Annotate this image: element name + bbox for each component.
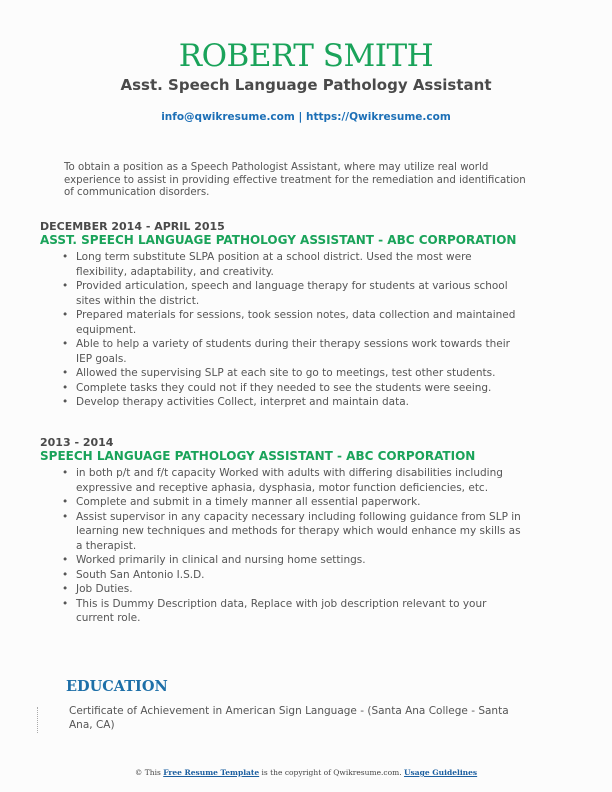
list-item: • Able to help a variety of students during their therapy sessions work towards their IEP goals. xyxy=(76,337,526,366)
list-item: • Complete tasks they could not if they needed to see the students were seeing. xyxy=(76,381,526,396)
candidate-name: ROBERT SMITH xyxy=(178,38,434,74)
job-bullets xyxy=(40,250,580,410)
job-title: ASST. SPEECH LANGUAGE PATHOLOGY ASSISTANT - ABC CORPORATION xyxy=(40,233,517,247)
footer-middle: is the copyright of Qwikresume.com. xyxy=(259,768,405,777)
candidate-title: Asst. Speech Language Pathology Assistant xyxy=(120,76,492,94)
objective-text: To obtain a position as a Speech Pathologist Assistant, where may utilize real world experience to assist in providing effective treatment for the remediation and identification of communication disorders. xyxy=(64,162,526,198)
list-item: • Long term substitute SLPA position at a school district. Used the most were flexibility, adaptability, and creativity. xyxy=(76,250,526,279)
contact-line xyxy=(0,111,612,123)
education-divider xyxy=(37,707,39,733)
list-item: • Assist supervisor in any capacity necessary including following guidance from SLP in learning new techniques and methods for therapy which would enhance my skills as a therapist. xyxy=(76,510,526,554)
list-item: • Provided articulation, speech and language therapy for students at various school sites within the district. xyxy=(76,279,526,308)
list-item: • South San Antonio I.S.D. xyxy=(76,568,526,583)
website-link[interactable]: https://Qwikresume.com xyxy=(305,111,451,123)
education-heading: EDUCATION xyxy=(66,678,168,695)
email-link[interactable]: info@qwikresume.com xyxy=(161,111,295,123)
job-dates: 2013 - 2014 xyxy=(40,436,114,449)
education-entry: Certificate of Achievement in American Sign Language - (Santa Ana College - Santa Ana, CA) xyxy=(69,705,509,731)
free-resume-template-link[interactable]: Free Resume Template xyxy=(163,768,260,777)
list-item: • Prepared materials for sessions, took session notes, data collection and maintained equipment. xyxy=(76,308,526,337)
footer xyxy=(0,768,612,777)
footer-prefix: © This xyxy=(134,768,164,777)
list-item: • in both p/t and f/t capacity Worked with adults with differing disabilities including expressive and receptive aphasia, dysphasia, motor function deficiencies, etc. xyxy=(76,466,526,495)
experience-entry xyxy=(40,436,580,626)
job-title: SPEECH LANGUAGE PATHOLOGY ASSISTANT - ABC CORPORATION xyxy=(40,449,476,463)
usage-guidelines-link[interactable]: Usage Guidelines xyxy=(404,768,478,777)
list-item: • Complete and submit in a timely manner all essential paperwork. xyxy=(76,495,526,510)
list-item: • Develop therapy activities Collect, interpret and maintain data. xyxy=(76,395,526,410)
list-item: • This is Dummy Description data, Replace with job description relevant to your current role. xyxy=(76,597,526,626)
separator: | xyxy=(294,111,306,123)
job-bullets xyxy=(40,466,580,626)
list-item: • Worked primarily in clinical and nursing home settings. xyxy=(76,553,526,568)
job-dates: DECEMBER 2014 - APRIL 2015 xyxy=(40,220,225,233)
experience-entry xyxy=(40,220,580,410)
list-item: • Job Duties. xyxy=(76,582,526,597)
list-item: • Allowed the supervising SLP at each site to go to meetings, test other students. xyxy=(76,366,526,381)
